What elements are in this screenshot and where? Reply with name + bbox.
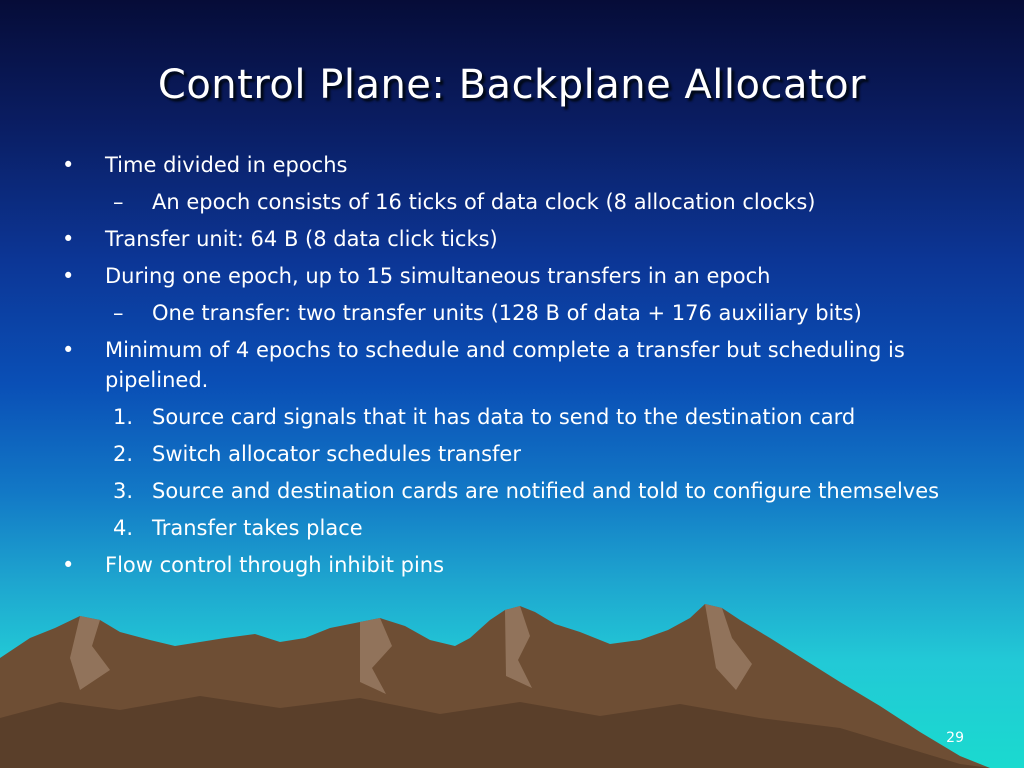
list-item-text: Source card signals that it has data to send to the destination card xyxy=(152,405,856,429)
list-item-text: During one epoch, up to 15 simultaneous transfers in an epoch xyxy=(105,264,771,288)
number-marker: 1. xyxy=(113,405,134,429)
list-item xyxy=(60,150,980,180)
bullet-marker: • xyxy=(62,264,75,288)
page-number: 29 xyxy=(946,730,964,746)
list-item xyxy=(60,224,980,254)
list-item xyxy=(60,550,980,580)
list-item-text: Minimum of 4 epochs to schedule and complete a transfer but scheduling is pipelined. xyxy=(105,338,905,392)
slide-title: Control Plane: Backplane Allocator xyxy=(157,62,867,108)
number-marker: 4. xyxy=(113,516,134,540)
dash-marker: – xyxy=(113,190,124,214)
list-item-text: Flow control through inhibit pins xyxy=(105,553,445,577)
list-item xyxy=(60,261,980,291)
bullet-list xyxy=(60,150,980,587)
list-item xyxy=(105,187,980,217)
mountain-range-illustration xyxy=(0,598,1024,768)
list-item xyxy=(105,439,980,469)
list-item-text: Source and destination cards are notified and told to configure themselves xyxy=(152,479,940,503)
bullet-marker: • xyxy=(62,338,75,362)
list-item xyxy=(105,513,980,543)
list-item xyxy=(105,298,980,328)
list-item-text: One transfer: two transfer units (128 B of data + 176 auxiliary bits) xyxy=(152,301,862,325)
list-item-text: An epoch consists of 16 ticks of data clock (8 allocation clocks) xyxy=(152,190,816,214)
list-item xyxy=(105,476,980,506)
dash-marker: – xyxy=(113,301,124,325)
list-item-text: Transfer takes place xyxy=(152,516,363,540)
bullet-marker: • xyxy=(62,153,75,177)
list-item xyxy=(105,402,980,432)
number-marker: 3. xyxy=(113,479,134,503)
list-item-text: Time divided in epochs xyxy=(105,153,348,177)
number-marker: 2. xyxy=(113,442,134,466)
list-item-text: Switch allocator schedules transfer xyxy=(152,442,521,466)
list-item-text: Transfer unit: 64 B (8 data click ticks) xyxy=(105,227,498,251)
list-item xyxy=(60,335,980,395)
bullet-marker: • xyxy=(62,227,75,251)
bullet-marker: • xyxy=(62,553,75,577)
